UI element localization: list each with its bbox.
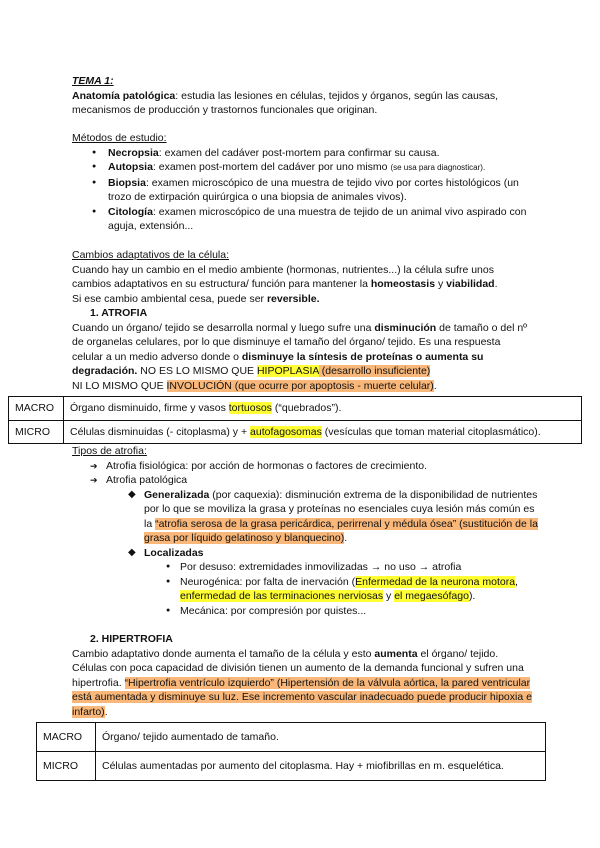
- list-item: ● Biopsia: examen microscópico de una muestra de tejido vivo por cortes histológicos (un trozo de extirpación quirúrgica o una biopsia de animales vivos).: [72, 176, 532, 205]
- metodos-section: [72, 131, 532, 234]
- hipertrofia-table: [36, 722, 546, 781]
- hipertrofia-section: [72, 632, 532, 719]
- table-cell: Células disminuidas (- citoplasma) y + autofagosomas (vesículas que toman material citoplasmático).: [64, 420, 582, 444]
- table-row: [9, 397, 582, 421]
- atrofia-heading: 1. ATROFIA: [90, 307, 148, 319]
- table-cell-label: MACRO: [37, 723, 96, 752]
- list-item: ◆ Generalizada (por caquexia): disminución extrema de la disponibilidad de nutrientes por lo que se moviliza la grasa y proteínas no esenciales cuya lesión más común es la “atrofia serosa de la grasa pericárdica, perirrenal y médula ósea” (sustitución de la grasa por líquido gelatinoso y blanquecino).: [72, 488, 542, 546]
- atrofia-table: [8, 396, 582, 444]
- table-cell-label: MICRO: [9, 420, 64, 444]
- list-item: ● Necropsia: examen del cadáver post-mortem para confirmar su causa.: [72, 146, 532, 161]
- table-cell: Órgano/ tejido aumentado de tamaño.: [96, 723, 546, 752]
- hipertrofia-heading: 2. HIPERTROFIA: [90, 633, 173, 645]
- metodos-heading: Métodos de estudio:: [72, 132, 167, 144]
- cambios-section: [72, 248, 532, 393]
- cambios-reversible: Si ese cambio ambiental cesa, puede ser reversible.: [72, 292, 320, 305]
- tipos-heading: Tipos de atrofia:: [72, 445, 147, 457]
- list-item: ➔ Atrofia fisiológica: por acción de hormonas o factores de crecimiento.: [72, 459, 542, 474]
- intro-section: [72, 74, 532, 118]
- cambios-paragraph: Cuando hay un cambio en el medio ambiente (hormonas, nutrientes...) la célula sufre unos cambios adaptativos en su estructura/ función para mantener la homeostasis y viabilidad.: [72, 263, 498, 290]
- table-row: [37, 723, 546, 752]
- metodos-list: [72, 146, 532, 234]
- table-cell: Células aumentadas por aumento del citoplasma. Hay + miofibrillas en m. esquelética.: [96, 752, 546, 781]
- hipertrofia-paragraph: Cambio adaptativo donde aumenta el tamaño de la célula y esto aumenta el órgano/ tejido. Células con poca capacidad de división tienen un aumento de la demanda funcional y sufren una hipertrofia. “Hipertrofia ventrículo izquierdo” (Hipertensión de la válvula aórtica, la pared ventricular está aumentada y disminuye su luz. Ese incremento vascular inadecuado puede producir hipoxia e infarto).: [72, 647, 532, 718]
- anatomia-definition: Anatomía patológica: estudia las lesiones en células, tejidos y órganos, según las causas, mecanismos de producción y trastornos funcionales que originan.: [72, 89, 499, 116]
- table-cell-label: MACRO: [9, 397, 64, 421]
- list-item: ◆ Localizadas: [72, 546, 542, 561]
- table-cell-label: MICRO: [37, 752, 96, 781]
- table-row: [9, 420, 582, 444]
- table-row: [37, 752, 546, 781]
- list-item: ● Citología: examen microscópico de una muestra de tejido de un animal vivo aspirado con aguja, extensión...: [72, 205, 532, 234]
- list-item: ● Mecánica: por compresión por quistes...: [72, 604, 542, 619]
- list-item: ● Por desuso: extremidades inmovilizadas → no uso → atrofia: [72, 560, 542, 575]
- cambios-heading: Cambios adaptativos de la célula:: [72, 249, 230, 261]
- document-title: TEMA 1:: [72, 75, 114, 87]
- list-item: ➔ Atrofia patológica: [72, 473, 542, 488]
- list-item: ● Autopsia: examen post-mortem del cadáver por uno mismo (se usa para diagnosticar).: [72, 160, 532, 176]
- tipos-section: [72, 444, 542, 618]
- table-cell: Órgano disminuido, firme y vasos tortuosos (“quebrados”).: [64, 397, 582, 421]
- list-item: ● Neurogénica: por falta de inervación (Enfermedad de la neurona motora, enfermedad de las terminaciones nerviosas y el megaesófago).: [72, 575, 542, 604]
- atrofia-paragraph: Cuando un órgano/ tejido se desarrolla normal y luego sufre una disminución de tamaño o del nº de organelas celulares, por lo que disminuye el tamaño del órgano/ tejido. Es una respuesta celular a un medio adverso donde o disminuye la síntesis de proteínas o aumenta su degradación. NO ES LO MISMO QUE HIPOPLASIA (desarrollo insuficiente) NI LO MISMO QUE INVOLUCIÓN (que ocurre por apoptosis - muerte celular).: [72, 321, 528, 392]
